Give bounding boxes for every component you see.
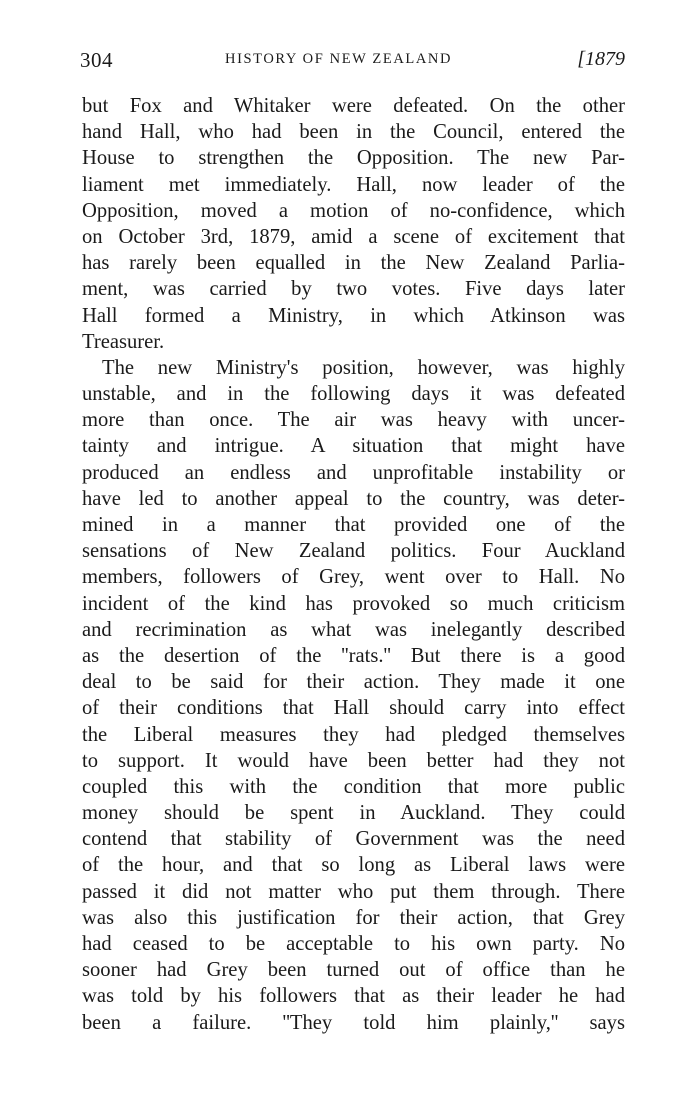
text-line: on October 3rd, 1879, amid a scene of excitement that <box>82 225 625 248</box>
text-line: the Liberal measures they had pledged themselves <box>82 723 625 746</box>
text-line: House to strengthen the Opposition. The new Par- <box>82 147 625 170</box>
text-line: ment, was carried by two votes. Five days later <box>82 278 625 301</box>
running-title: HISTORY OF NEW ZEALAND <box>225 51 453 67</box>
text-line: and recrimination as what was inelegantly described <box>82 618 625 641</box>
paragraph-start-line: The new Ministry's position, however, was highly <box>102 356 625 379</box>
text-line: sooner had Grey been turned out of office than he <box>82 959 625 982</box>
text-line: of the hour, and that so long as Liberal laws were <box>82 854 625 877</box>
year-mark: [1879 <box>577 48 625 70</box>
text-line: has rarely been equalled in the New Zealand Parlia- <box>82 252 625 275</box>
text-line: have led to another appeal to the country, was deter- <box>82 487 625 510</box>
text-line: mined in a manner that provided one of the <box>82 514 625 536</box>
text-line: Opposition, moved a motion of no-confidence, which <box>82 199 625 222</box>
text-line: money should be spent in Auckland. They could <box>82 802 625 825</box>
text-line: was told by his followers that as their leader he had <box>82 985 625 1008</box>
text-line: produced an endless and unprofitable instability or <box>82 461 625 484</box>
page-number: 304 <box>80 48 113 72</box>
paragraph-end-line: Treasurer. <box>82 330 165 353</box>
text-line: unstable, and in the following days it was defeated <box>82 383 625 406</box>
text-line: sensations of New Zealand politics. Four Auckland <box>82 540 625 563</box>
text-line: Hall formed a Ministry, in which Atkinson was <box>82 304 625 327</box>
text-line: was also this justification for their action, that Grey <box>82 906 625 929</box>
text-line: had ceased to be acceptable to his own party. No <box>82 933 625 955</box>
text-line: liament met immediately. Hall, now leader of the <box>82 173 625 196</box>
text-line: passed it did not matter who put them through. There <box>82 880 625 903</box>
body-text <box>82 93 625 1036</box>
text-line: hand Hall, who had been in the Council, entered the <box>82 121 625 144</box>
text-line: tainty and intrigue. A situation that might have <box>82 435 625 458</box>
text-line: incident of the kind has provoked so much criticism <box>82 592 625 615</box>
text-line: coupled this with the condition that more public <box>82 775 625 798</box>
text-line: more than once. The air was heavy with uncer- <box>82 409 625 432</box>
text-line: but Fox and Whitaker were defeated. On the other <box>82 95 625 117</box>
text-line: of their conditions that Hall should carry into effect <box>82 697 625 720</box>
running-head <box>80 48 625 72</box>
text-line: deal to be said for their action. They made it one <box>82 671 625 694</box>
text-line: contend that stability of Government was the need <box>82 828 625 851</box>
text-line: as the desertion of the ''rats.'' But there is a good <box>82 644 625 667</box>
text-line: to support. It would have been better had they not <box>82 749 625 772</box>
text-line: members, followers of Grey, went over to Hall. No <box>82 566 625 589</box>
text-line: been a failure. ''They told him plainly,'' says <box>82 1011 625 1034</box>
